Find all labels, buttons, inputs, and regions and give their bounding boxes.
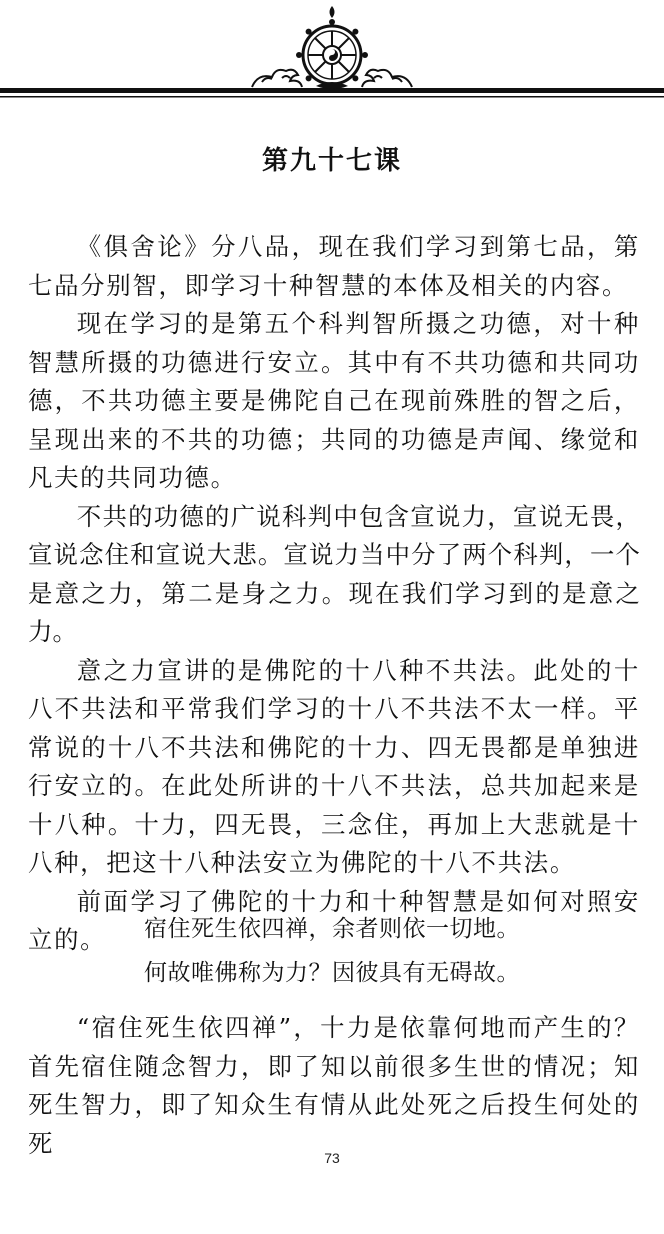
page-title: 第九十七课 — [261, 146, 402, 176]
paragraph-merits: 现在学习的是第五个科判智所摄之功德，对十种智慧所摄的功德进行安立。其中有不共功德和共同功德，不共功德主要是佛陀自己在现前殊胜的智之后，呈现出来的不共的功德；共同的功德是声闻、缘觉和凡夫的共同功德。 — [28, 309, 640, 492]
header-decoration — [0, 0, 664, 110]
paragraph-intro: 《俱舍论》分八品，现在我们学习到第七品，第七品分别智，即学习十种智慧的本体及相关的内容。 — [28, 232, 640, 300]
paragraph-powers: 不共的功德的广说科判中包含宣说力，宣说无畏，宣说念住和宣说大悲。宣说力当中分了两个科判，一个是意之力，第二是身之力。现在我们学习到的是意之力。 — [28, 501, 640, 646]
left-cloud-icon — [252, 70, 302, 87]
verse-line-1: 宿住死生依四禅，余者则依一切地。 — [144, 916, 520, 942]
dharma-wheel-icon — [296, 6, 368, 91]
main-text — [28, 228, 640, 960]
verse-line-2: 何故唯佛称为力？因彼具有无碍故。 — [144, 960, 520, 986]
paragraph-eighteen-dharmas: 意之力宣讲的是佛陀的十八种不共法。此处的十八不共法和平常我们学习的十八不共法不太一样。平常说的十八不共法和佛陀的十力、四无畏都是单独进行安立的。在此处所讲的十八不共法，总共加起来是十八种。十力，四无畏，三念住，再加上大悲就是十八种，把这十八种法安立为佛陀的十八不共法。 — [28, 655, 640, 877]
right-cloud-icon — [362, 70, 412, 87]
page-number: 73 — [324, 1150, 340, 1166]
header-ornament — [0, 0, 664, 110]
paragraph-ten-powers: 前面学习了佛陀的十力和十种智慧是如何对照安立的。 — [28, 886, 640, 954]
paragraph-commentary: “宿住死生依四禅”，十力是依靠何地而产生的？首先宿住随念智力，即了知以前很多生世的情况；知死生智力，即了知众生有情从此处死之后投生何处的死 — [28, 1013, 640, 1158]
commentary-text — [28, 1009, 640, 1163]
